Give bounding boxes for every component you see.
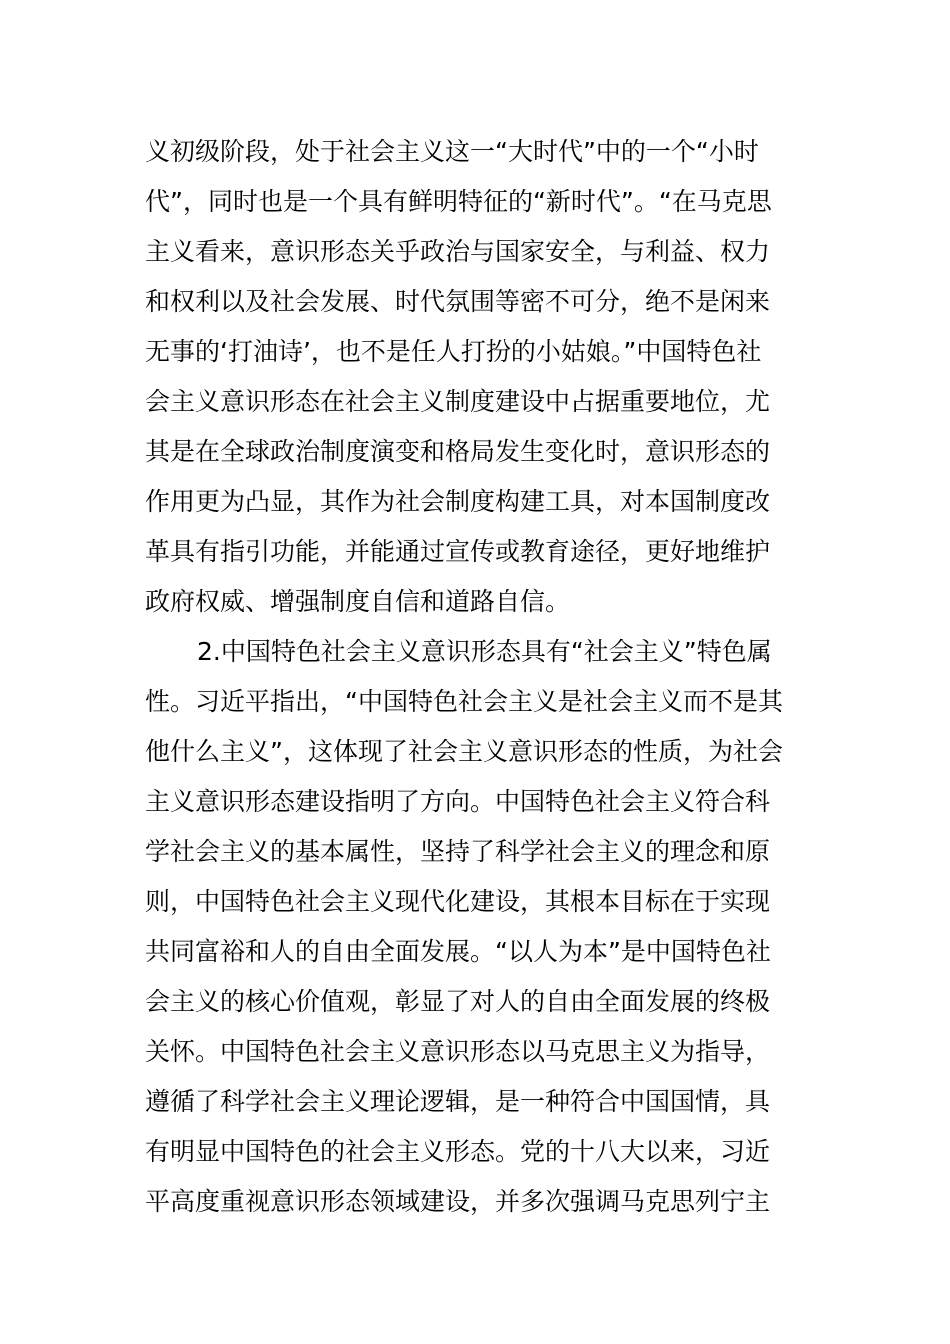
text-line: 主义看来，意识形态关乎政治与国家安全，与利益、权力 [145,237,771,266]
text-line: 代”，同时也是一个具有鲜明特征的“新时代”。“在马克思 [145,187,772,216]
text-line: 遵循了科学社会主义理论逻辑，是一种符合中国国情，具 [145,1087,771,1116]
text-line: 义初级阶段，处于社会主义这一“大时代”中的一个“小时 [145,137,759,166]
text-line: 无事的‘打油诗’，也不是任人打扮的小姑娘。”中国特色社 [145,337,762,366]
body-text [145,127,825,1227]
text-line: 性。习近平指出，“中国特色社会主义是社会主义而不是其 [145,687,783,716]
text-line: 会主义意识形态在社会主义制度建设中占据重要地位，尤 [145,387,771,416]
text-line: 则，中国特色社会主义现代化建设，其根本目标在于实现 [145,887,771,916]
text-line: 和权利以及社会发展、时代氛围等密不可分，绝不是闲来 [145,287,771,316]
text-line: 革具有指引功能，并能通过宣传或教育途径，更好地维护 [145,537,771,566]
text-line: 会主义的核心价值观，彰显了对人的自由全面发展的终极 [145,987,771,1016]
text-line: 其是在全球政治制度演变和格局发生变化时，意识形态的 [145,437,771,466]
paragraph-start-line: 2.中国特色社会主义意识形态具有“社会主义”特色属 [197,637,772,666]
text-line: 学社会主义的基本属性，坚持了科学社会主义的理念和原 [145,837,771,866]
text-line: 有明显中国特色的社会主义形态。党的十八大以来，习近 [145,1137,771,1166]
text-line: 他什么主义”，这体现了社会主义意识形态的性质，为社会 [145,737,783,766]
text-line: 关怀。中国特色社会主义意识形态以马克思主义为指导， [145,1037,771,1066]
text-line: 作用更为凸显，其作为社会制度构建工具，对本国制度改 [145,487,771,516]
text-line: 平高度重视意识形态领域建设，并多次强调马克思列宁主 [145,1187,771,1216]
text-line: 主义意识形态建设指明了方向。中国特色社会主义符合科 [145,787,771,816]
text-line: 共同富裕和人的自由全面发展。“以人为本”是中国特色社 [145,937,771,966]
text-line: 政府权威、增强制度自信和道路自信。 [145,587,571,616]
